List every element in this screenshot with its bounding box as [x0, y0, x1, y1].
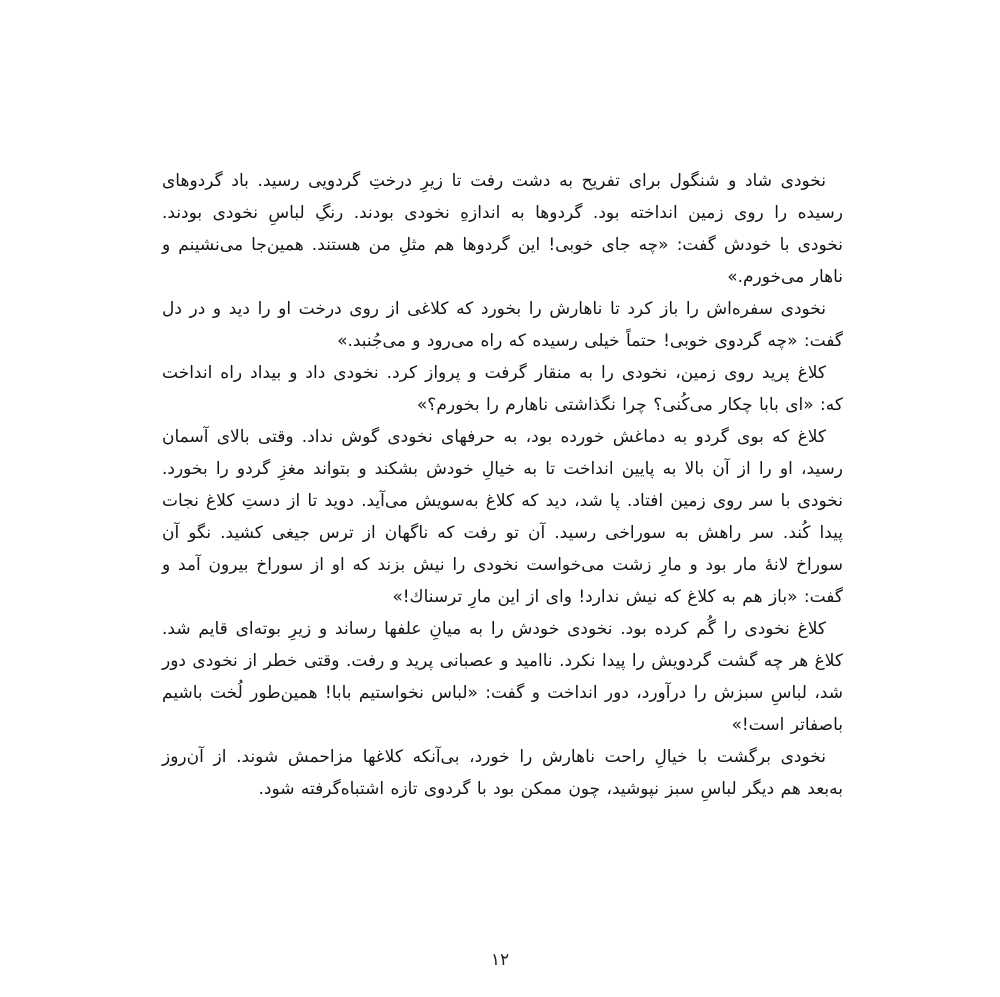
text-line: نخودی سفره‌اش را باز کرد تا ناهارش را بخورد که کلاغی از روی درخت او را دید و در دل	[162, 299, 826, 319]
paragraph-6	[162, 741, 843, 805]
text-line: نخودی با خودش گفت: «چه جای خوبی! این گردوها هم مثلِ من هستند. همین‌جا می‌نشینم و	[162, 235, 843, 255]
text-line: گفت: «باز هم به کلاغ که نیش ندارد! وای از این مارِ ترسناك!»	[392, 587, 843, 607]
text-line: کلاغ هر چه گشت گردویش را پیدا نکرد. ناامید و عصبانی پرید و رفت. وقتی خطر از نخودی دور	[162, 651, 843, 671]
text-line: گفت: «چه گردوی خوبی! حتماً خیلی رسیده که راه می‌رود و می‌جُنبد.»	[337, 331, 843, 351]
paragraph-1	[162, 165, 843, 293]
paragraph-2	[162, 293, 843, 357]
text-line: نخودی برگشت با خیالِ راحت ناهارش را خورد، بی‌آنکه کلاغها مزاحمش شوند. از آن‌روز	[162, 747, 826, 767]
text-line: کلاغ که بوی گردو به دماغش خورده بود، به حرفهای نخودی گوش نداد. وقتی بالای آسمان	[162, 427, 826, 447]
text-line: پیدا کُند. سر راهش به سوراخی رسید. آن تو رفت که ناگهان از ترس جیغی کشید. نگو آن	[162, 523, 843, 543]
text-line: که: «ای بابا چکار می‌کُنی؟ چرا نگذاشتی ناهارم را بخورم؟»	[416, 395, 843, 415]
text-line: رسید، او را از آن بالا به پایین انداخت تا به خیالِ خودش بشکند و بتواند مغزِ گردو را بخورد.	[162, 459, 843, 479]
text-line: نخودی با سر روی زمین افتاد. پا شد، دید که کلاغ به‌سویش می‌آید. دوید تا از دستِ کلاغ نجات	[162, 491, 843, 511]
paragraph-5	[162, 613, 843, 741]
text-line: کلاغ پرید روی زمین، نخودی را به منقار گرفت و پرواز کرد. نخودی داد و بیداد راه انداخت	[162, 363, 826, 383]
text-line: شد، لباسِ سبزش را درآورد، دور انداخت و گفت: «لباس نخواستیم بابا! همین‌طور لُخت باشیم	[162, 683, 843, 703]
text-line: باصفاتر است!»	[731, 715, 843, 735]
paragraph-4	[162, 421, 843, 613]
text-line: کلاغ نخودی را گُم کرده بود. نخودی خودش را به میانِ علفها رساند و زیرِ بوته‌ای قایم شد.	[162, 619, 826, 639]
story-text-block	[162, 165, 843, 805]
page-number: ۱۲	[490, 950, 510, 970]
text-line: رسیده را روی زمین انداخته بود. گردوها به اندازهِ نخودی بودند. رنگِ لباسِ نخودی بودند.	[162, 203, 843, 223]
text-line: سوراخ لانهٔ مار بود و مارِ زشت می‌خواست نخودی را نیش بزند که او از سوراخ بیرون آمد و	[162, 555, 843, 575]
text-line: به‌بعد هم دیگر لباسِ سبز نپوشید، چون ممکن بود با گردوی تازه اشتباه‌گرفته شود.	[258, 779, 843, 799]
text-line: نخودی شاد و شنگول برای تفریح به دشت رفت تا زیرِ درختِ گردویی رسید. باد گردوهای	[162, 171, 826, 191]
paragraph-3	[162, 357, 843, 421]
text-line: ناهار می‌خورم.»	[727, 267, 843, 287]
